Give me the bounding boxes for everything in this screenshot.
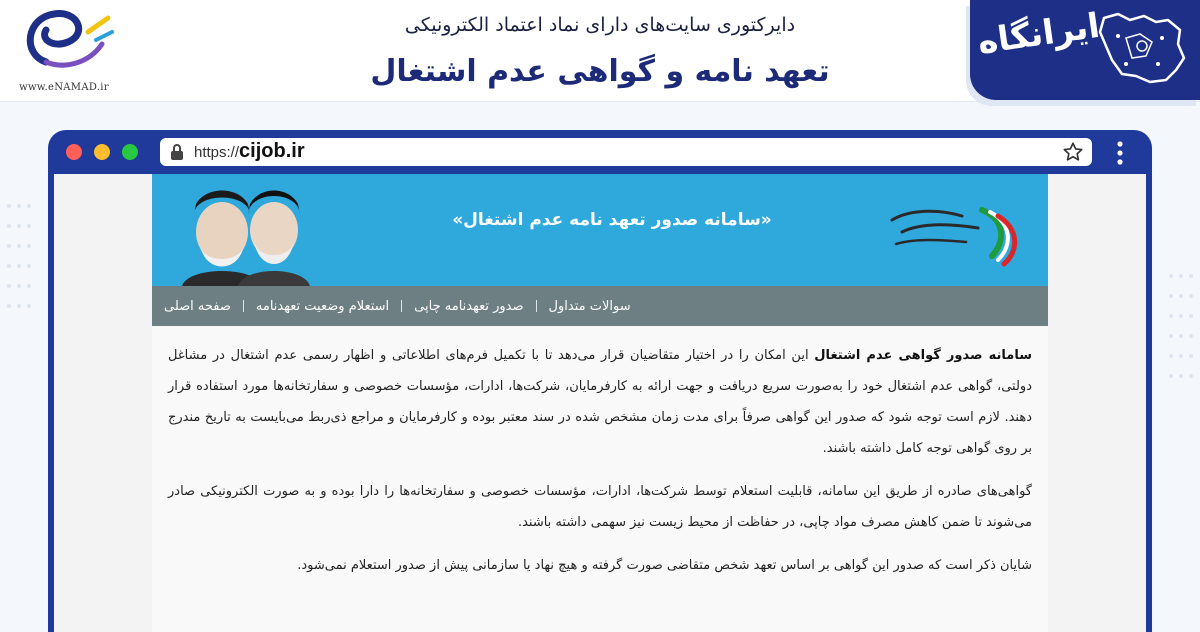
- nav-separator: [243, 300, 244, 312]
- enamad-badge[interactable]: [8, 4, 118, 98]
- content-paragraph-1: [168, 340, 1032, 464]
- url-host: cijob.ir: [239, 140, 305, 162]
- maximize-window-dot[interactable]: [122, 144, 138, 160]
- content-paragraph-3: شایان ذکر است که صدور این گواهی بر اساس تعهد شخص متقاضی صورت گرفته و هیچ نهاد یا سازمانی پیش از صدور استعلام نمی‌شود.: [297, 558, 1032, 573]
- portraits-image: [182, 174, 312, 286]
- decorative-dots-right: [1166, 270, 1196, 390]
- enamad-url: www.eNAMAD.ir: [19, 82, 109, 93]
- page-header: [0, 0, 1200, 102]
- directory-title: دایرکتوری سایت‌های دارای نماد اعتماد الکترونیکی: [404, 14, 796, 36]
- minimize-window-dot[interactable]: [94, 144, 110, 160]
- kebab-menu-icon[interactable]: [1114, 140, 1126, 166]
- irangah-brand[interactable]: [970, 0, 1200, 100]
- intro-text: این امکان را در اختیار متقاضیان قرار می‌دهد تا با تکمیل فرم‌های اطلاعاتی و اظهار رسمی عدم اشتغال در مشاغل دولتی، گواهی عدم اشتغال خود را به‌صورت سریع دریافت و جهت ارائه به کارفرمایان، شرکت‌ها، ادارات، مؤسسات خصوصی و سفارتخانه‌ها مورد استفاده قرار دهند. لازم است توجه شود که صدور این گواهی صرفاً برای مدت زمان مشخص شده در سند معتبر بوده و کارفرمایان و مراجع ذی‌ربط می‌بایست به تاریخ مندرج بر روی گواهی توجه کامل داشته باشند.: [168, 348, 1032, 456]
- page-title: تعهد نامه و گواهی عدم اشتغال: [370, 54, 830, 89]
- star-icon[interactable]: [1062, 141, 1084, 163]
- close-window-dot[interactable]: [66, 144, 82, 160]
- site-banner: [152, 174, 1048, 286]
- nav-item-home[interactable]: صفحه اصلی: [164, 298, 231, 314]
- decorative-dots-left: [4, 200, 34, 320]
- nav-separator: [536, 300, 537, 312]
- lock-icon: [170, 143, 184, 161]
- website: [152, 174, 1048, 632]
- address-bar[interactable]: [160, 138, 1092, 166]
- site-nav: [152, 286, 1048, 326]
- intro-bold-text: سامانه صدور گواهی عدم اشتغال: [814, 348, 1032, 363]
- slogan-logo-icon: [882, 190, 1022, 270]
- browser-window: [48, 130, 1152, 632]
- url-text[interactable]: [194, 140, 305, 163]
- brand-inner: [975, 0, 1192, 92]
- enamad-logo-icon: [16, 4, 116, 80]
- site-content: [152, 340, 1048, 593]
- url-scheme: https://: [194, 144, 240, 161]
- nav-item-inquiry[interactable]: استعلام وضعیت تعهدنامه: [255, 298, 390, 314]
- brand-name: ایرانگاه: [975, 5, 1103, 63]
- nav-item-print[interactable]: صدور تعهدنامه چاپی: [414, 298, 524, 314]
- header-titles: [250, 0, 950, 102]
- nav-item-faq[interactable]: سوالات متداول: [548, 298, 631, 314]
- browser-viewport: [54, 174, 1146, 632]
- banner-title: «سامانه صدور تعهد نامه عدم اشتغال»: [452, 210, 772, 230]
- content-paragraph-2: گواهی‌های صادره از طریق این سامانه، قابلیت استعلام توسط شرکت‌ها، ادارات، مؤسسات خصوصی و سفارتخانه‌ها را دارا بوده و به صورت الکترونیکی صادر می‌شوند تا ضمن کاهش مصرف مواد چاپی، در حفاظت از محیط زیست نیز سهمی داشته باشند.: [168, 484, 1032, 530]
- browser-titlebar: [48, 130, 1152, 174]
- iran-map-icon: [1096, 8, 1188, 88]
- nav-separator: [401, 300, 402, 312]
